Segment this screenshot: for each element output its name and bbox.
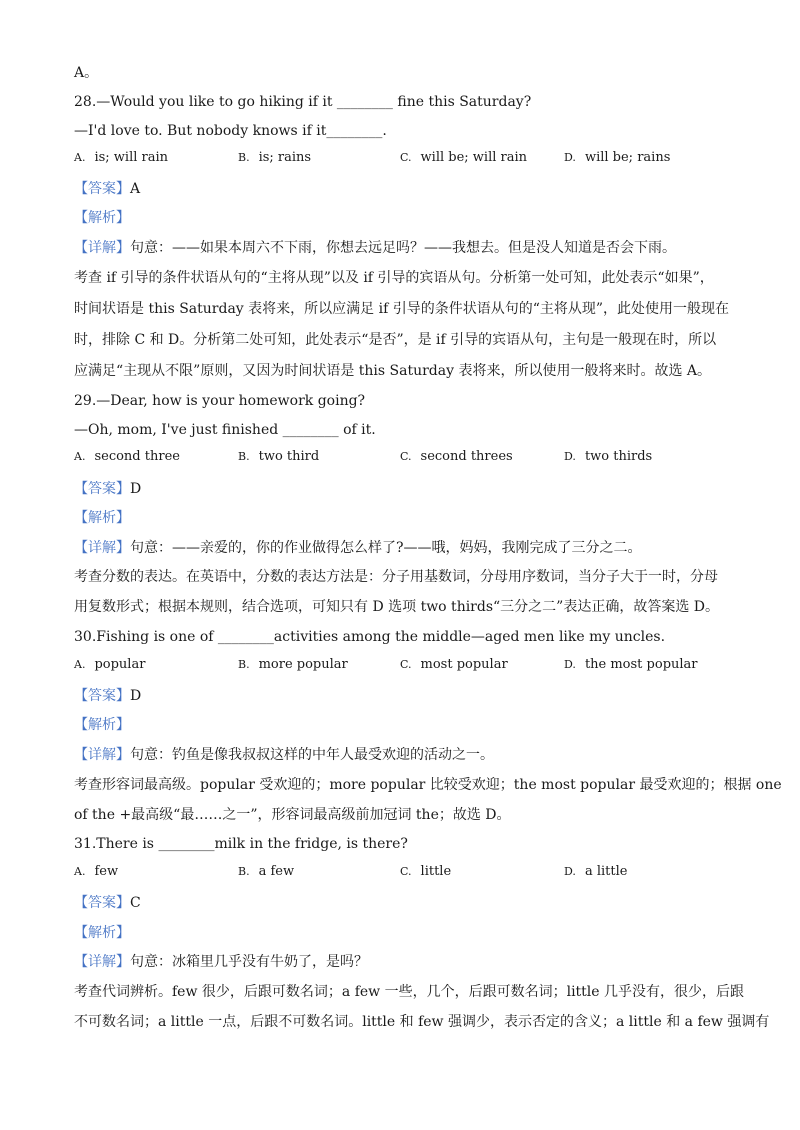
- option-b: B. a few: [238, 864, 295, 879]
- detail-30: 【详解】句意：钓鱼是像我叔叔这样的中年人最受欢迎的活动之一。: [74, 747, 494, 763]
- question-29-line2: —Oh, mom, I've just finished ________ of it.: [74, 422, 376, 438]
- answer-31: 【答案】C: [74, 895, 141, 911]
- prev-answer-tail: A。: [74, 65, 99, 81]
- option-a: A. few: [74, 864, 119, 879]
- options-30: [74, 657, 754, 677]
- detail-28-line4: 时，排除 C 和 D。分析第二处可知，此处表示“是否”，是 if 引导的宾语从句，主句是一般现在时，所以: [74, 332, 717, 348]
- question-29: 29.—Dear, how is your homework going?: [74, 393, 366, 409]
- detail-28: 【详解】句意：——如果本周六不下雨，你想去远足吗？——我想去。但是没人知道是否会下雨。: [74, 240, 676, 256]
- answer-28: 【答案】A: [74, 181, 141, 197]
- question-31: 31.There is ________milk in the fridge, is there?: [74, 836, 408, 852]
- option-c: C. will be; will rain: [400, 150, 528, 165]
- detail-28-line5: 应满足“主现从不限”原则，又因为时间状语是 this Saturday 表将来，所以使用一般将来时。故选 A。: [74, 363, 712, 379]
- detail-29-line3: 用复数形式；根据本规则，结合选项，可知只有 D 选项 two thirds“三分之二”表达正确，故答案选 D。: [74, 599, 720, 615]
- detail-28-line2: 考查 if 引导的条件状语从句的“主将从现”以及 if 引导的宾语从句。分析第一处可知，此处表示“如果”，: [74, 270, 714, 286]
- detail-31-line3: 不可数名词；a little 一点，后跟不可数名词。little 和 few 强调少，表示否定的含义；a little 和 a few 强调有: [74, 1014, 770, 1030]
- analysis-31: 【解析】: [74, 925, 130, 941]
- analysis-29: 【解析】: [74, 510, 130, 526]
- option-b: B. is; rains: [238, 150, 312, 165]
- question-28: 28.—Would you like to go hiking if it ________ fine this Saturday?: [74, 94, 532, 110]
- options-28: [74, 150, 754, 170]
- question-30: 30.Fishing is one of ________activities among the middle—aged men like my uncles.: [74, 629, 666, 645]
- detail-30-line3: of the +最高级“最……之一”，形容词最高级前加冠词 the；故选 D。: [74, 807, 511, 823]
- option-d: D. the most popular: [564, 657, 698, 672]
- option-c: C. second threes: [400, 449, 513, 464]
- options-29: [74, 449, 754, 469]
- option-b: B. more popular: [238, 657, 348, 672]
- answer-29: 【答案】D: [74, 481, 142, 497]
- detail-30-line2: 考查形容词最高级。popular 受欢迎的；more popular 比较受欢迎；the most popular 最受欢迎的；根据 one: [74, 777, 782, 793]
- option-d: D. a little: [564, 864, 628, 879]
- option-b: B. two third: [238, 449, 320, 464]
- detail-31: 【详解】句意：冰箱里几乎没有牛奶了，是吗？: [74, 954, 368, 970]
- answer-30: 【答案】D: [74, 688, 142, 704]
- analysis-28: 【解析】: [74, 210, 130, 226]
- option-a: A. is; will rain: [74, 150, 169, 165]
- option-c: C. most popular: [400, 657, 508, 672]
- options-31: [74, 864, 754, 884]
- detail-31-line2: 考查代词辨析。few 很少，后跟可数名词；a few 一些，几个，后跟可数名词；little 几乎没有，很少，后跟: [74, 984, 745, 1000]
- analysis-30: 【解析】: [74, 717, 130, 733]
- option-c: C. little: [400, 864, 452, 879]
- option-d: D. two thirds: [564, 449, 653, 464]
- detail-28-line3: 时间状语是 this Saturday 表将来，所以应满足 if 引导的条件状语从句的“主将从现”，此处使用一般现在: [74, 301, 730, 317]
- option-a: A. second three: [74, 449, 180, 464]
- question-28-line2: —I'd love to. But nobody knows if it________.: [74, 123, 387, 139]
- option-a: A. popular: [74, 657, 146, 672]
- detail-29-line2: 考查分数的表达。在英语中，分数的表达方法是：分子用基数词，分母用序数词，当分子大于一时，分母: [74, 569, 718, 585]
- option-d: D. will be; rains: [564, 150, 671, 165]
- detail-29: 【详解】句意：——亲爱的，你的作业做得怎么样了?——哦，妈妈，我刚完成了三分之二。: [74, 540, 642, 556]
